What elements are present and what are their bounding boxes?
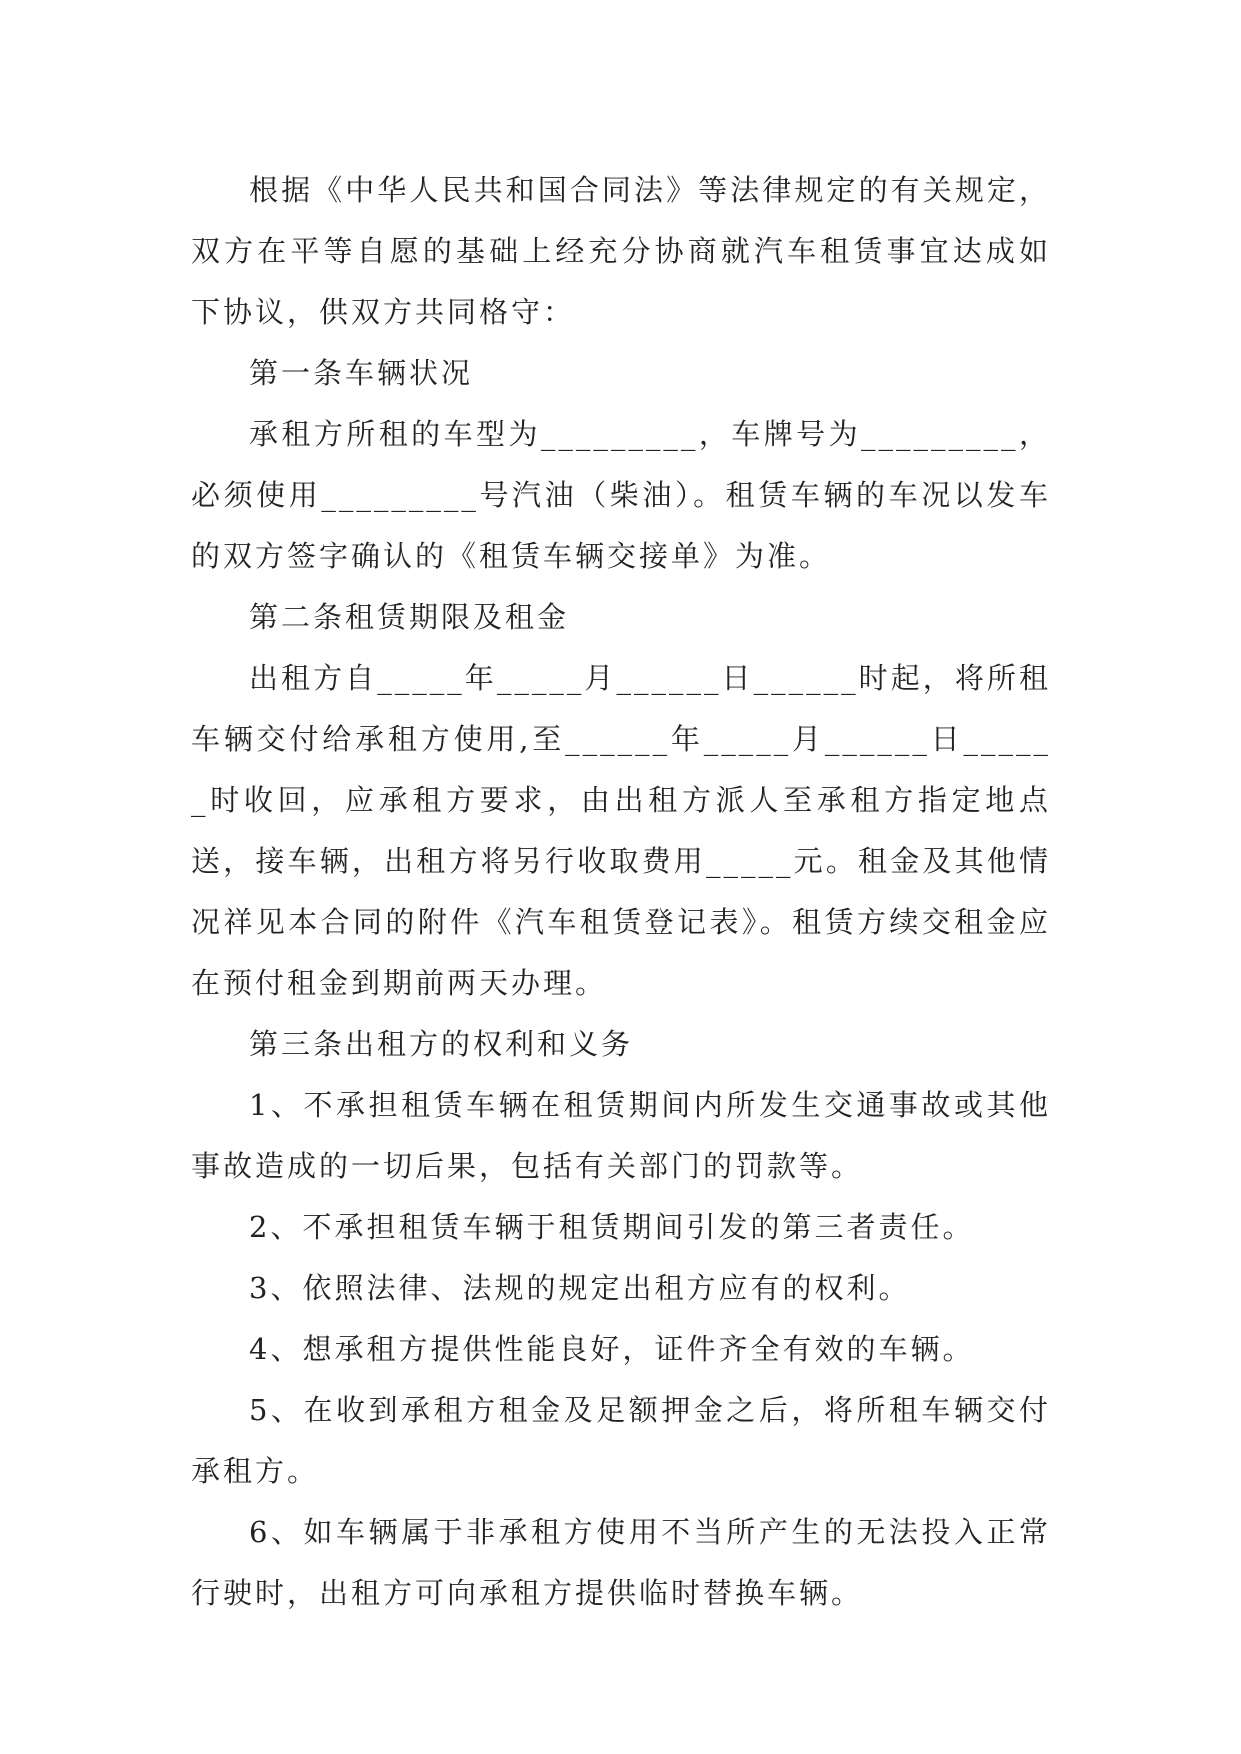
heading-article-3: 第三条出租方的权利和义务 — [249, 1027, 634, 1061]
list-item-1: 1、不承担租赁车辆在租赁期间内所发生交通事故或其他事故造成的一切后果，包括有关部门的罚款等。 — [191, 1088, 1051, 1183]
heading-article-2: 第二条租赁期限及租金 — [249, 600, 570, 634]
list-item-2: 2、不承担租赁车辆于租赁期间引发的第三者责任。 — [249, 1210, 975, 1244]
paragraph-lease-term: 出租方自_____年_____月______日______时起，将所租车辆交付给承租方使用,至______年_____月______日______时收回，应承租方要求，由出租方派人至承租方指定地点送，接车辆，出租方将另行收取费用_____元。租金及其他情况祥见本合同的附件《汽车租赁登记表》。租赁方续交租金应在预付租金到期前两天办理。 — [191, 661, 1051, 1000]
list-item-5: 5、在收到承租方租金及足额押金之后，将所租车辆交付承租方。 — [191, 1393, 1051, 1488]
list-item-6: 6、如车辆属于非承租方使用不当所产生的无法投入正常行驶时，出租方可向承租方提供临时替换车辆。 — [191, 1515, 1051, 1610]
document-body — [191, 160, 1051, 1624]
list-item-3: 3、依照法律、法规的规定出租方应有的权利。 — [249, 1271, 911, 1305]
heading-article-1: 第一条车辆状况 — [249, 356, 474, 390]
list-item-4: 4、想承租方提供性能良好，证件齐全有效的车辆。 — [249, 1332, 975, 1366]
paragraph-preamble: 根据《中华人民共和国合同法》等法律规定的有关规定，双方在平等自愿的基础上经充分协商就汽车租赁事宜达成如下协议，供双方共同格守： — [191, 173, 1051, 329]
paragraph-vehicle-condition: 承租方所租的车型为_________，车牌号为_________，必须使用_________号汽油（柴油）。租赁车辆的车况以发车的双方签字确认的《租赁车辆交接单》为准。 — [191, 417, 1051, 573]
